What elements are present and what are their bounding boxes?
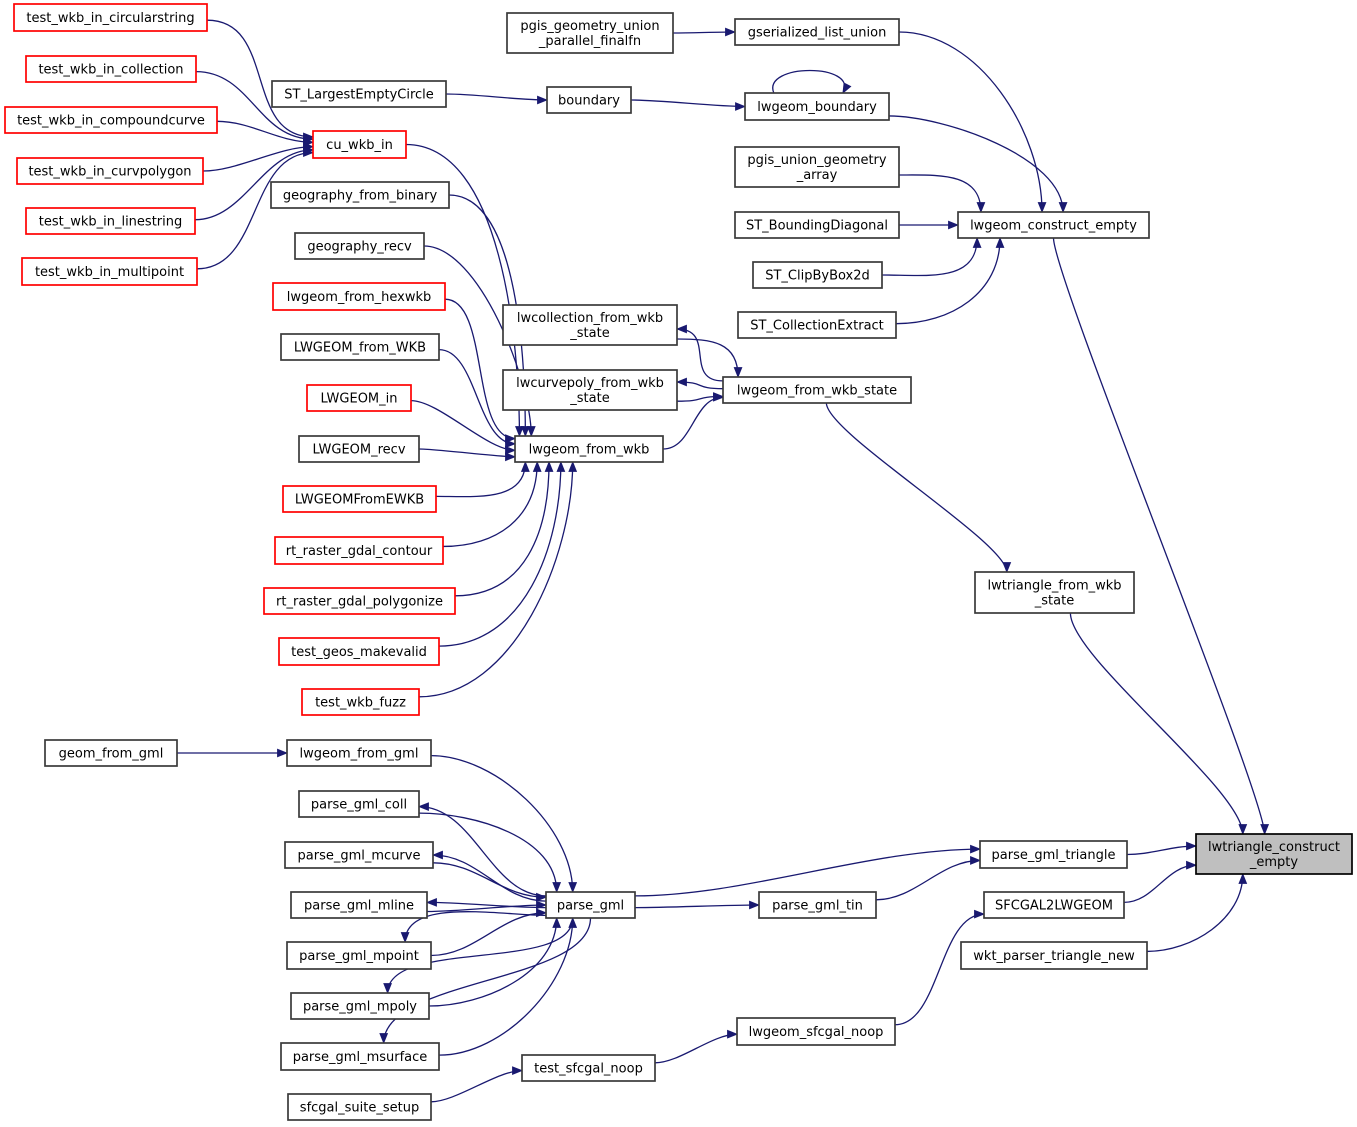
ST_CollectionExtract-label: ST_CollectionExtract: [750, 318, 884, 334]
parse_gml_mpoly-label: parse_gml_mpoly: [302, 999, 418, 1015]
lwgeom_construct_empty-label: lwgeom_construct_empty: [970, 218, 1137, 234]
node-SFCGAL2LWGEOM[interactable]: [984, 892, 1124, 918]
node-lwgeom_from_gml[interactable]: [287, 740, 431, 766]
edge-SFCGAL2LWGEOM-to-lwtriangle_construct_empty: [1124, 865, 1196, 902]
edge-lwgeom_from_wkb_state-to-lwcollection_from_wkb_state: [677, 329, 723, 381]
edge-pgis_union_geometry_array-to-lwgeom_construct_empty: [899, 175, 981, 212]
SFCGAL2LWGEOM-label: SFCGAL2LWGEOM: [995, 898, 1113, 914]
edge-test_wkb_fuzz-to-lwgeom_from_wkb: [419, 462, 573, 697]
LWGEOM_in-label: LWGEOM_in: [320, 391, 398, 407]
node-parse_gml_coll[interactable]: [299, 791, 419, 817]
test_wkb_in_multipoint-label: test_wkb_in_multipoint: [34, 265, 185, 280]
edge-self-lwgeom_boundary: [773, 71, 845, 94]
geography_from_binary-label: geography_from_binary: [282, 188, 438, 204]
edge-test_wkb_in_compoundcurve-to-cu_wkb_in: [217, 121, 313, 142]
node-test_wkb_in_compoundcurve[interactable]: [5, 107, 217, 133]
geom_from_gml-label: geom_from_gml: [58, 746, 164, 762]
parse_gml_mpoint-label: parse_gml_mpoint: [299, 949, 419, 964]
test_wkb_in_curvpolygon-label: test_wkb_in_curvpolygon: [28, 164, 192, 180]
node-lwgeom_boundary[interactable]: [745, 93, 889, 120]
pgis_union_geometry_array-label: pgis_union_geometry _array: [747, 153, 887, 183]
node-ST_LargestEmptyCircle[interactable]: [272, 81, 446, 107]
node-ST_BoundingDiagonal[interactable]: [735, 212, 899, 238]
node-test_sfcgal_noop[interactable]: [522, 1055, 655, 1081]
edge-gserialized_list_union-to-lwgeom_construct_empty: [899, 32, 1042, 212]
boundary-label: boundary: [558, 93, 620, 109]
node-cu_wkb_in[interactable]: [313, 131, 406, 158]
lwgeom_from_hexwkb-label: lwgeom_from_hexwkb: [286, 290, 432, 305]
sfcgal_suite_setup-label: sfcgal_suite_setup: [299, 1100, 420, 1116]
test_geos_makevalid-label: test_geos_makevalid: [291, 645, 427, 660]
edge-LWGEOMFromEWKB-to-lwgeom_from_wkb: [436, 462, 525, 497]
edge-parse_gml_triangle-to-lwtriangle_construct_empty: [1127, 846, 1196, 855]
parse_gml-label: parse_gml: [556, 898, 625, 914]
edge-LWGEOM_in-to-lwgeom_from_wkb: [411, 401, 515, 451]
test_wkb_in_compoundcurve-label: test_wkb_in_compoundcurve: [17, 113, 205, 129]
rt_raster_gdal_polygonize-label: rt_raster_gdal_polygonize: [276, 594, 443, 610]
node-LWGEOMFromEWKB[interactable]: [283, 486, 436, 512]
edge-lwgeom_construct_empty-to-lwtriangle_construct_empty: [1054, 238, 1265, 834]
edge-parse_gml_tin-to-parse_gml_triangle: [876, 860, 980, 899]
LWGEOM_from_WKB-label: LWGEOM_from_WKB: [293, 340, 427, 356]
lwgeom_boundary-label: lwgeom_boundary: [757, 100, 877, 115]
edge-test_sfcgal_noop-to-lwgeom_sfcgal_noop: [655, 1034, 737, 1063]
node-parse_gml_mline[interactable]: [291, 892, 427, 918]
node-test_wkb_fuzz[interactable]: [302, 689, 419, 715]
LWGEOM_recv-label: LWGEOM_recv: [312, 442, 406, 458]
edge-parse_gml-to-parse_gml_coll: [419, 807, 546, 896]
edge-parse_gml_mline-to-parse_gml: [427, 905, 546, 912]
node-test_geos_makevalid[interactable]: [279, 638, 439, 665]
lwgeom_from_gml-label: lwgeom_from_gml: [299, 746, 419, 762]
node-test_wkb_in_curvpolygon[interactable]: [17, 158, 203, 184]
edge-parse_gml-to-parse_gml_triangle: [635, 849, 980, 896]
lwtriangle_from_wkb_state-label: lwtriangle_from_wkb _state: [987, 578, 1122, 609]
node-lwcurvepoly_from_wkb_state[interactable]: [503, 370, 677, 410]
node-lwgeom_construct_empty[interactable]: [958, 212, 1149, 238]
edge-parse_gml-to-parse_gml_msurface: [384, 918, 591, 1043]
gserialized_list_union-label: gserialized_list_union: [747, 25, 887, 41]
node-geography_recv[interactable]: [295, 233, 424, 259]
node-parse_gml_mpoint[interactable]: [287, 942, 431, 969]
node-lwgeom_sfcgal_noop[interactable]: [737, 1018, 895, 1045]
edge-ST_LargestEmptyCircle-to-boundary: [446, 94, 547, 100]
node-LWGEOM_from_WKB[interactable]: [281, 334, 439, 360]
edge-LWGEOM_recv-to-lwgeom_from_wkb: [419, 449, 515, 457]
parse_gml_triangle-label: parse_gml_triangle: [991, 848, 1116, 863]
node-lwgeom_from_wkb_state[interactable]: [723, 377, 911, 403]
parse_gml_tin-label: parse_gml_tin: [772, 898, 863, 914]
node-lwtriangle_from_wkb_state[interactable]: [975, 572, 1134, 613]
edge-parse_gml-to-parse_gml_mcurve: [433, 855, 546, 901]
node-lwgeom_from_wkb[interactable]: [515, 436, 663, 462]
parse_gml_mcurve-label: parse_gml_mcurve: [297, 848, 421, 864]
ST_BoundingDiagonal-label: ST_BoundingDiagonal: [745, 218, 889, 234]
pgis_geometry_union_parallel_finalfn-label: pgis_geometry_union _parallel_finalfn: [520, 19, 660, 49]
node-parse_gml_triangle[interactable]: [980, 841, 1127, 868]
edge-lwgeom_from_wkb_state-to-lwtriangle_from_wkb_state: [826, 403, 1006, 572]
test_wkb_in_circularstring-label: test_wkb_in_circularstring: [26, 11, 195, 26]
node-gserialized_list_union[interactable]: [735, 19, 899, 45]
edge-lwgeom_from_wkb_state-to-lwcurvepoly_from_wkb_state: [677, 382, 723, 389]
edge-parse_gml-to-parse_gml_tin: [635, 905, 759, 908]
edge-lwgeom_boundary-to-lwgeom_construct_empty: [889, 116, 1063, 212]
node-parse_gml_mpoly[interactable]: [291, 993, 429, 1019]
edge-test_wkb_in_curvpolygon-to-cu_wkb_in: [203, 147, 313, 171]
node-test_wkb_in_multipoint[interactable]: [22, 258, 197, 285]
ST_ClipByBox2d-label: ST_ClipByBox2d: [765, 268, 870, 284]
edge-sfcgal_suite_setup-to-test_sfcgal_noop: [431, 1071, 522, 1102]
rt_raster_gdal_contour-label: rt_raster_gdal_contour: [285, 544, 433, 559]
lwgeom_from_wkb_state-label: lwgeom_from_wkb_state: [736, 383, 898, 399]
node-lwcollection_from_wkb_state[interactable]: [503, 305, 677, 345]
lwcollection_from_wkb_state-label: lwcollection_from_wkb _state: [516, 311, 664, 341]
node-pgis_union_geometry_array[interactable]: [735, 147, 899, 187]
edge-parse_gml_mcurve-to-parse_gml: [433, 863, 546, 897]
cu_wkb_in-label: cu_wkb_in: [326, 138, 393, 153]
lwcurvepoly_from_wkb_state-label: lwcurvepoly_from_wkb _state: [516, 376, 664, 406]
node-test_wkb_in_collection[interactable]: [26, 56, 196, 82]
node-test_wkb_in_circularstring[interactable]: [14, 4, 207, 31]
node-LWGEOM_recv[interactable]: [299, 436, 419, 462]
ST_LargestEmptyCircle-label: ST_LargestEmptyCircle: [284, 87, 434, 103]
node-wkt_parser_triangle_new[interactable]: [961, 942, 1147, 969]
lwtriangle_construct_empty-label: lwtriangle_construct _empty: [1208, 840, 1340, 870]
edge-parse_gml_coll-to-parse_gml: [419, 813, 557, 892]
node-parse_gml[interactable]: [546, 892, 635, 918]
node-lwgeom_from_hexwkb[interactable]: [273, 283, 445, 310]
edge-wkt_parser_triangle_new-to-lwtriangle_construct_empty: [1147, 874, 1243, 951]
node-parse_gml_msurface[interactable]: [281, 1043, 439, 1070]
edge-lwgeom_from_gml-to-parse_gml: [431, 756, 573, 892]
edge-lwtriangle_from_wkb_state-to-lwtriangle_construct_empty: [1070, 613, 1242, 834]
test_wkb_fuzz-label: test_wkb_fuzz: [315, 695, 406, 711]
parse_gml_msurface-label: parse_gml_msurface: [292, 1050, 428, 1065]
parse_gml_coll-label: parse_gml_coll: [310, 797, 408, 813]
edge-ST_ClipByBox2d-to-lwgeom_construct_empty: [882, 238, 977, 276]
node-LWGEOM_in[interactable]: [307, 385, 411, 411]
wkt_parser_triangle_new-label: wkt_parser_triangle_new: [973, 949, 1135, 964]
node-test_wkb_in_linestring[interactable]: [26, 208, 195, 234]
lwgeom_from_wkb-label: lwgeom_from_wkb: [528, 442, 650, 458]
node-parse_gml_mcurve[interactable]: [285, 842, 433, 868]
node-ST_CollectionExtract[interactable]: [738, 312, 896, 338]
node-parse_gml_tin[interactable]: [759, 892, 876, 918]
edge-test_geos_makevalid-to-lwgeom_from_wkb: [439, 462, 561, 646]
edge-pgis_geometry_union_parallel_finalfn-to-gserialized_list_union: [673, 32, 735, 33]
node-rt_raster_gdal_contour[interactable]: [275, 537, 443, 564]
node-sfcgal_suite_setup[interactable]: [288, 1094, 431, 1120]
test_wkb_in_linestring-label: test_wkb_in_linestring: [38, 214, 183, 230]
node-boundary[interactable]: [547, 87, 631, 113]
edge-ST_CollectionExtract-to-lwgeom_construct_empty: [896, 238, 1000, 324]
node-pgis_geometry_union_parallel_finalfn[interactable]: [507, 13, 673, 53]
test_wkb_in_collection-label: test_wkb_in_collection: [38, 62, 184, 78]
parse_gml_mline-label: parse_gml_mline: [304, 898, 414, 914]
test_sfcgal_noop-label: test_sfcgal_noop: [534, 1061, 643, 1077]
node-ST_ClipByBox2d[interactable]: [753, 262, 882, 288]
node-geography_from_binary[interactable]: [271, 182, 449, 208]
geography_recv-label: geography_recv: [307, 239, 412, 255]
node-lwtriangle_construct_empty: [1196, 834, 1352, 874]
edge-boundary-to-lwgeom_boundary: [631, 100, 745, 107]
lwgeom_sfcgal_noop-label: lwgeom_sfcgal_noop: [748, 1025, 884, 1040]
node-rt_raster_gdal_polygonize[interactable]: [264, 588, 455, 614]
edge-lwcollection_from_wkb_state-to-lwgeom_from_wkb_state: [677, 339, 738, 377]
LWGEOMFromEWKB-label: LWGEOMFromEWKB: [294, 492, 425, 508]
node-geom_from_gml[interactable]: [45, 740, 177, 766]
